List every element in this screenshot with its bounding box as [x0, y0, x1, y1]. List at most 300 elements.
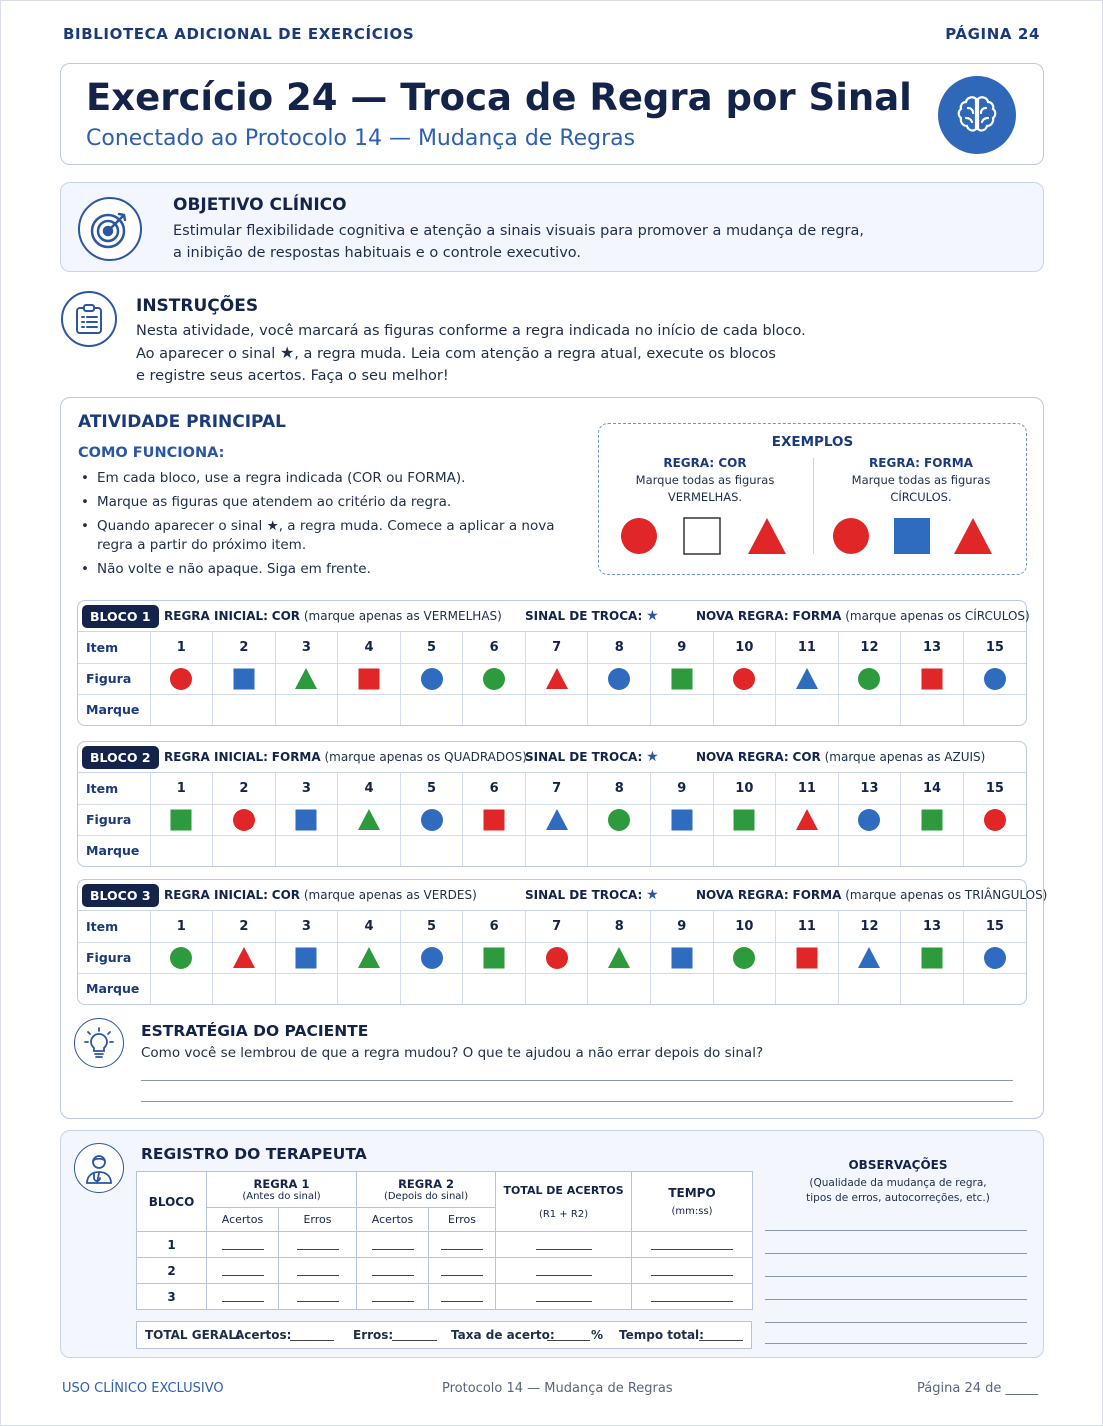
green-circle	[482, 667, 506, 691]
exercise-title: Exercício 24 — Troca de Regra por Sinal	[86, 76, 912, 119]
footer-center: Protocolo 14 — Mudança de Regras	[442, 1381, 673, 1396]
row-label-item: Item	[78, 911, 150, 942]
mark-cell[interactable]	[776, 973, 839, 1004]
observations-title: OBSERVAÇÕES	[848, 1158, 948, 1172]
total-time-blank[interactable]	[699, 1328, 743, 1341]
mark-cell[interactable]	[213, 694, 276, 725]
example-color-title: REGRA: COR	[663, 456, 747, 470]
mark-cell[interactable]	[838, 694, 901, 725]
blue-circle	[607, 667, 631, 691]
block-tag: BLOCO 2	[82, 746, 159, 769]
figure-cell	[400, 663, 463, 694]
item-number: 11	[776, 632, 839, 663]
figure-cell	[713, 663, 776, 694]
mark-cell[interactable]	[838, 835, 901, 866]
item-number: 8	[588, 911, 651, 942]
item-number: 5	[400, 773, 463, 804]
star-icon: ★	[646, 749, 659, 765]
col-time: TEMPO (mm:ss)	[632, 1172, 753, 1232]
col-block: BLOCO	[137, 1172, 207, 1232]
lightbulb-icon	[74, 1018, 124, 1068]
register-blank-cell[interactable]	[207, 1258, 279, 1284]
figure-cell	[651, 804, 714, 835]
blue-square	[294, 808, 318, 832]
item-number: 13	[901, 632, 964, 663]
figure-cell	[463, 942, 526, 973]
item-number: 8	[588, 773, 651, 804]
item-number: 1	[150, 773, 213, 804]
figure-cell	[901, 804, 964, 835]
answer-line[interactable]	[141, 1080, 1013, 1081]
register-blank-cell[interactable]	[357, 1258, 429, 1284]
total-correct-blank[interactable]	[290, 1328, 334, 1341]
red-square	[482, 808, 506, 832]
star-icon: ★	[646, 887, 659, 903]
register-blank-cell[interactable]	[279, 1232, 357, 1258]
figure-cell	[963, 804, 1026, 835]
observation-line[interactable]	[765, 1276, 1027, 1277]
blue-triangle	[545, 808, 569, 832]
register-heading: REGISTRO DO TERAPEUTA	[141, 1145, 367, 1163]
example-red-triangle	[954, 518, 992, 554]
clipboard-icon	[61, 291, 117, 347]
green-triangle	[607, 946, 631, 970]
item-number: 5	[400, 632, 463, 663]
example-red-circle	[833, 518, 869, 554]
figure-cell	[588, 663, 651, 694]
mark-cell[interactable]	[275, 694, 338, 725]
block-2	[77, 741, 1027, 867]
observation-line[interactable]	[765, 1343, 1027, 1344]
item-number: 3	[275, 632, 338, 663]
total-time-label: Tempo total:	[619, 1328, 704, 1342]
item-number: 4	[338, 911, 401, 942]
brain-icon	[938, 76, 1016, 154]
mark-cell[interactable]	[400, 973, 463, 1004]
figure-cell	[338, 942, 401, 973]
new-rule: NOVA REGRA: FORMA (marque apenas os TRIÂNGULOS)	[696, 888, 1048, 902]
answer-line[interactable]	[141, 1101, 1013, 1102]
mark-cell[interactable]	[463, 973, 526, 1004]
strategy-heading: ESTRATÉGIA DO PACIENTE	[141, 1022, 369, 1040]
exercise-subtitle: Conectado ao Protocolo 14 — Mudança de Regras	[86, 126, 636, 151]
item-number: 7	[525, 911, 588, 942]
figure-cell	[838, 804, 901, 835]
library-label: BIBLIOTECA ADICIONAL DE EXERCÍCIOS	[63, 25, 415, 43]
item-number: 10	[713, 911, 776, 942]
green-square	[732, 808, 756, 832]
list-item: • Em cada bloco, use a regra indicada (COR ou FORMA).	[77, 469, 587, 488]
red-circle	[232, 808, 256, 832]
figure-cell	[275, 804, 338, 835]
row-label-figure: Figura	[78, 942, 150, 973]
mark-cell[interactable]	[150, 835, 213, 866]
therapist-register-card	[60, 1130, 1044, 1358]
row-label-item: Item	[78, 632, 150, 663]
green-square	[920, 808, 944, 832]
list-item: • Quando aparecer o sinal ★, a regra muda. Comece a aplicar a nova regra a partir do próximo item.	[77, 517, 587, 555]
item-number: 4	[338, 632, 401, 663]
green-circle	[732, 946, 756, 970]
observation-line[interactable]	[765, 1230, 1027, 1231]
mark-cell[interactable]	[651, 973, 714, 1004]
switch-signal: SINAL DE TROCA: ★	[525, 608, 659, 624]
example-figures	[599, 516, 1028, 564]
sub-errors-1: Erros	[279, 1208, 357, 1232]
strategy-question: Como você se lembrou de que a regra mudou? O que te ajudou a não errar depois do sinal?	[141, 1045, 764, 1061]
instructions-line-3: e registre seus acertos. Faça o seu melhor!	[136, 368, 449, 384]
item-number: 9	[651, 632, 714, 663]
item-number: 2	[213, 632, 276, 663]
mark-cell[interactable]	[963, 835, 1026, 866]
observations	[765, 1158, 1031, 1206]
page-label: PÁGINA 24	[945, 25, 1040, 43]
block-tag: BLOCO 1	[82, 605, 159, 628]
star-icon: ★	[646, 608, 659, 624]
mark-cell[interactable]	[275, 973, 338, 1004]
figure-cell	[525, 942, 588, 973]
objective-heading: OBJETIVO CLÍNICO	[173, 195, 347, 215]
blue-square	[294, 946, 318, 970]
register-blank-cell[interactable]	[429, 1258, 496, 1284]
star-icon: ★	[279, 343, 295, 362]
mark-cell[interactable]	[275, 835, 338, 866]
register-blank-cell[interactable]	[429, 1284, 496, 1310]
observations-sub-1: (Qualidade da mudança de regra,	[809, 1177, 987, 1189]
item-number: 10	[713, 632, 776, 663]
block-tag: BLOCO 3	[82, 884, 159, 907]
item-number: 9	[651, 911, 714, 942]
instructions-text	[136, 320, 806, 387]
instructions-line-1: Nesta atividade, você marcará as figuras conforme a regra indicada no início de cada bloco.	[136, 323, 806, 339]
example-red-triangle	[748, 518, 786, 554]
figure-cell	[213, 663, 276, 694]
figure-cell	[901, 663, 964, 694]
red-triangle	[232, 946, 256, 970]
example-empty-square	[684, 518, 720, 554]
therapist-icon	[74, 1143, 124, 1193]
title-card	[60, 63, 1044, 165]
blue-triangle	[857, 946, 881, 970]
initial-rule: REGRA INICIAL: FORMA (marque apenas os QUADRADOS)	[164, 750, 527, 764]
block-grid	[78, 632, 1026, 725]
figure-cell	[400, 942, 463, 973]
item-number: 5	[400, 911, 463, 942]
block-header	[78, 742, 1026, 773]
mark-cell[interactable]	[588, 694, 651, 725]
row-label-figure: Figura	[78, 804, 150, 835]
list-item: • Não volte e não apaque. Siga em frente.	[77, 560, 587, 579]
figure-cell	[338, 804, 401, 835]
item-number: 4	[338, 773, 401, 804]
red-square	[357, 667, 381, 691]
mark-cell[interactable]	[213, 835, 276, 866]
block-grid	[78, 911, 1026, 1004]
total-errors-label: Erros:	[353, 1328, 394, 1342]
green-circle	[607, 808, 631, 832]
mark-cell[interactable]	[963, 694, 1026, 725]
figure-cell	[150, 804, 213, 835]
total-errors-blank[interactable]	[392, 1328, 437, 1341]
register-blank-cell[interactable]	[207, 1284, 279, 1310]
target-icon	[78, 197, 142, 261]
figure-cell	[713, 942, 776, 973]
green-square	[670, 667, 694, 691]
item-number: 6	[463, 911, 526, 942]
example-color-line-2: VERMELHAS.	[667, 490, 743, 504]
figure-cell	[400, 804, 463, 835]
mark-cell[interactable]	[713, 973, 776, 1004]
red-square	[920, 667, 944, 691]
register-blank-cell[interactable]	[207, 1232, 279, 1258]
register-blank-cell[interactable]	[357, 1284, 429, 1310]
block-header	[78, 880, 1048, 911]
switch-signal: SINAL DE TROCA: ★	[525, 887, 659, 903]
mark-cell[interactable]	[588, 973, 651, 1004]
col-rule-1: REGRA 1 (Antes do sinal)	[207, 1172, 357, 1208]
mark-cell[interactable]	[776, 835, 839, 866]
list-item: • Marque as figuras que atendem ao critério da regra.	[77, 493, 587, 512]
item-number: 15	[963, 911, 1026, 942]
mark-cell[interactable]	[525, 973, 588, 1004]
how-list	[77, 469, 587, 584]
initial-rule: REGRA INICIAL: COR (marque apenas as VERDES)	[164, 888, 477, 902]
register-blank-cell[interactable]	[496, 1232, 632, 1258]
percent-sign: %	[591, 1328, 604, 1342]
mark-cell[interactable]	[713, 835, 776, 866]
row-label-mark: Marque	[78, 973, 150, 1004]
red-circle	[983, 808, 1007, 832]
figure-cell	[588, 804, 651, 835]
green-triangle	[357, 946, 381, 970]
item-number: 7	[525, 773, 588, 804]
blue-square	[232, 667, 256, 691]
figure-cell	[588, 942, 651, 973]
item-number: 7	[525, 632, 588, 663]
total-label: TOTAL GERAL:	[145, 1328, 241, 1342]
new-rule: NOVA REGRA: COR (marque apenas as AZUIS)	[696, 750, 986, 764]
example-shape-line-1: Marque todas as figuras	[851, 473, 991, 487]
example-shape-line-2: CÍRCULOS.	[890, 490, 952, 504]
green-square	[169, 808, 193, 832]
item-number: 8	[588, 632, 651, 663]
total-row	[136, 1321, 752, 1349]
figure-cell	[213, 942, 276, 973]
green-circle	[857, 667, 881, 691]
register-block-number: 3	[137, 1284, 207, 1310]
green-circle	[169, 946, 193, 970]
register-blank-cell[interactable]	[429, 1232, 496, 1258]
item-number: 6	[463, 773, 526, 804]
register-blank-cell[interactable]	[357, 1232, 429, 1258]
register-table	[136, 1171, 753, 1310]
footer-left: USO CLÍNICO EXCLUSIVO	[62, 1381, 224, 1396]
observation-line[interactable]	[765, 1253, 1027, 1254]
red-circle	[732, 667, 756, 691]
examples-box	[598, 423, 1027, 575]
new-rule: NOVA REGRA: FORMA (marque apenas os CÍRCULOS)	[696, 609, 1030, 623]
example-red-circle	[621, 518, 657, 554]
item-number: 13	[838, 773, 901, 804]
figure-cell	[901, 942, 964, 973]
figure-cell	[651, 942, 714, 973]
register-blank-cell[interactable]	[496, 1258, 632, 1284]
mark-cell[interactable]	[338, 973, 401, 1004]
sub-errors-2: Erros	[429, 1208, 496, 1232]
item-number: 3	[275, 773, 338, 804]
mark-cell[interactable]	[901, 973, 964, 1004]
rate-label: Taxa de acerto:	[451, 1328, 555, 1342]
main-activity-card	[60, 397, 1048, 1119]
mark-cell[interactable]	[150, 694, 213, 725]
item-number: 6	[463, 632, 526, 663]
mark-cell[interactable]	[338, 835, 401, 866]
figure-cell	[150, 942, 213, 973]
observation-line[interactable]	[765, 1299, 1027, 1300]
red-triangle	[545, 667, 569, 691]
block-grid	[78, 773, 1026, 866]
col-rule-2: REGRA 2 (Depois do sinal)	[357, 1172, 496, 1208]
register-blank-cell[interactable]	[279, 1258, 357, 1284]
initial-rule: REGRA INICIAL: COR (marque apenas as VERMELHAS)	[164, 609, 502, 623]
blue-circle	[983, 946, 1007, 970]
item-number: 10	[713, 773, 776, 804]
register-blank-cell[interactable]	[632, 1232, 753, 1258]
example-shape	[815, 456, 1027, 506]
green-triangle	[294, 667, 318, 691]
rate-blank[interactable]	[547, 1328, 590, 1341]
figure-cell	[150, 663, 213, 694]
figure-cell	[275, 663, 338, 694]
sub-correct-1: Acertos	[207, 1208, 279, 1232]
green-triangle	[357, 808, 381, 832]
blue-square	[670, 808, 694, 832]
item-number: 14	[901, 773, 964, 804]
objective-text	[173, 220, 864, 264]
mark-cell[interactable]	[588, 835, 651, 866]
instructions-heading: INSTRUÇÕES	[136, 296, 259, 316]
mark-cell[interactable]	[400, 694, 463, 725]
block-1	[77, 600, 1030, 726]
item-number: 13	[901, 911, 964, 942]
figure-cell	[275, 942, 338, 973]
examples-heading: EXEMPLOS	[771, 434, 854, 450]
green-square	[920, 946, 944, 970]
objective-line-1: Estimular flexibilidade cognitiva e atenção a sinais visuais para promover a mudança de regra,	[173, 223, 864, 239]
mark-cell[interactable]	[651, 835, 714, 866]
mark-cell[interactable]	[463, 694, 526, 725]
register-block-number: 2	[137, 1258, 207, 1284]
item-number: 3	[275, 911, 338, 942]
figure-cell	[838, 663, 901, 694]
mark-cell[interactable]	[525, 835, 588, 866]
figure-cell	[525, 804, 588, 835]
red-square	[795, 946, 819, 970]
green-square	[482, 946, 506, 970]
blue-triangle	[795, 667, 819, 691]
item-number: 12	[838, 911, 901, 942]
block-header	[78, 601, 1030, 632]
mark-cell[interactable]	[776, 694, 839, 725]
switch-signal: SINAL DE TROCA: ★	[525, 749, 659, 765]
figure-cell	[213, 804, 276, 835]
mark-cell[interactable]	[901, 694, 964, 725]
observations-sub-2: tipos de erros, autocorreções, etc.)	[806, 1192, 990, 1204]
instructions-line-2: Ao aparecer o sinal ★, a regra muda. Leia com atenção a regra atual, execute os blocos	[136, 343, 776, 362]
col-total: TOTAL DE ACERTOS (R1 + R2)	[496, 1172, 632, 1232]
example-color-line-1: Marque todas as figuras	[635, 473, 775, 487]
item-number: 9	[651, 773, 714, 804]
figure-cell	[713, 804, 776, 835]
register-blank-cell[interactable]	[496, 1284, 632, 1310]
item-number: 11	[776, 911, 839, 942]
item-number: 2	[213, 773, 276, 804]
mark-cell[interactable]	[150, 973, 213, 1004]
total-correct-label: Acertos:	[235, 1328, 292, 1342]
example-color	[599, 456, 811, 506]
figure-cell	[963, 942, 1026, 973]
mark-cell[interactable]	[213, 973, 276, 1004]
main-heading: ATIVIDADE PRINCIPAL	[78, 412, 286, 432]
figure-cell	[463, 663, 526, 694]
red-circle	[545, 946, 569, 970]
red-triangle	[795, 808, 819, 832]
sub-correct-2: Acertos	[357, 1208, 429, 1232]
figure-cell	[776, 804, 839, 835]
mark-cell[interactable]	[838, 973, 901, 1004]
blue-circle	[420, 667, 444, 691]
mark-cell[interactable]	[338, 694, 401, 725]
figure-cell	[651, 663, 714, 694]
item-number: 15	[963, 632, 1026, 663]
register-blank-cell[interactable]	[279, 1284, 357, 1310]
figure-cell	[338, 663, 401, 694]
blue-square	[670, 946, 694, 970]
mark-cell[interactable]	[651, 694, 714, 725]
mark-cell[interactable]	[713, 694, 776, 725]
row-label-figure: Figura	[78, 663, 150, 694]
mark-cell[interactable]	[400, 835, 463, 866]
figure-cell	[838, 942, 901, 973]
observation-line[interactable]	[765, 1322, 1027, 1323]
register-block-number: 1	[137, 1232, 207, 1258]
figure-cell	[776, 942, 839, 973]
figure-cell	[525, 663, 588, 694]
blue-circle	[983, 667, 1007, 691]
item-number: 11	[776, 773, 839, 804]
figure-cell	[776, 663, 839, 694]
mark-cell[interactable]	[901, 835, 964, 866]
blue-circle	[420, 946, 444, 970]
mark-cell[interactable]	[463, 835, 526, 866]
block-3	[77, 879, 1048, 1005]
register-blank-cell[interactable]	[632, 1258, 753, 1284]
row-label-item: Item	[78, 773, 150, 804]
figure-cell	[963, 663, 1026, 694]
example-shape-title: REGRA: FORMA	[869, 456, 973, 470]
item-number: 1	[150, 632, 213, 663]
item-number: 15	[963, 773, 1026, 804]
register-blank-cell[interactable]	[632, 1284, 753, 1310]
mark-cell[interactable]	[963, 973, 1026, 1004]
objective-line-2: a inibição de respostas habituais e o controle executivo.	[173, 245, 581, 261]
mark-cell[interactable]	[525, 694, 588, 725]
top-bar	[63, 21, 1040, 47]
item-number: 2	[213, 911, 276, 942]
item-number: 1	[150, 911, 213, 942]
blue-circle	[420, 808, 444, 832]
figure-cell	[463, 804, 526, 835]
